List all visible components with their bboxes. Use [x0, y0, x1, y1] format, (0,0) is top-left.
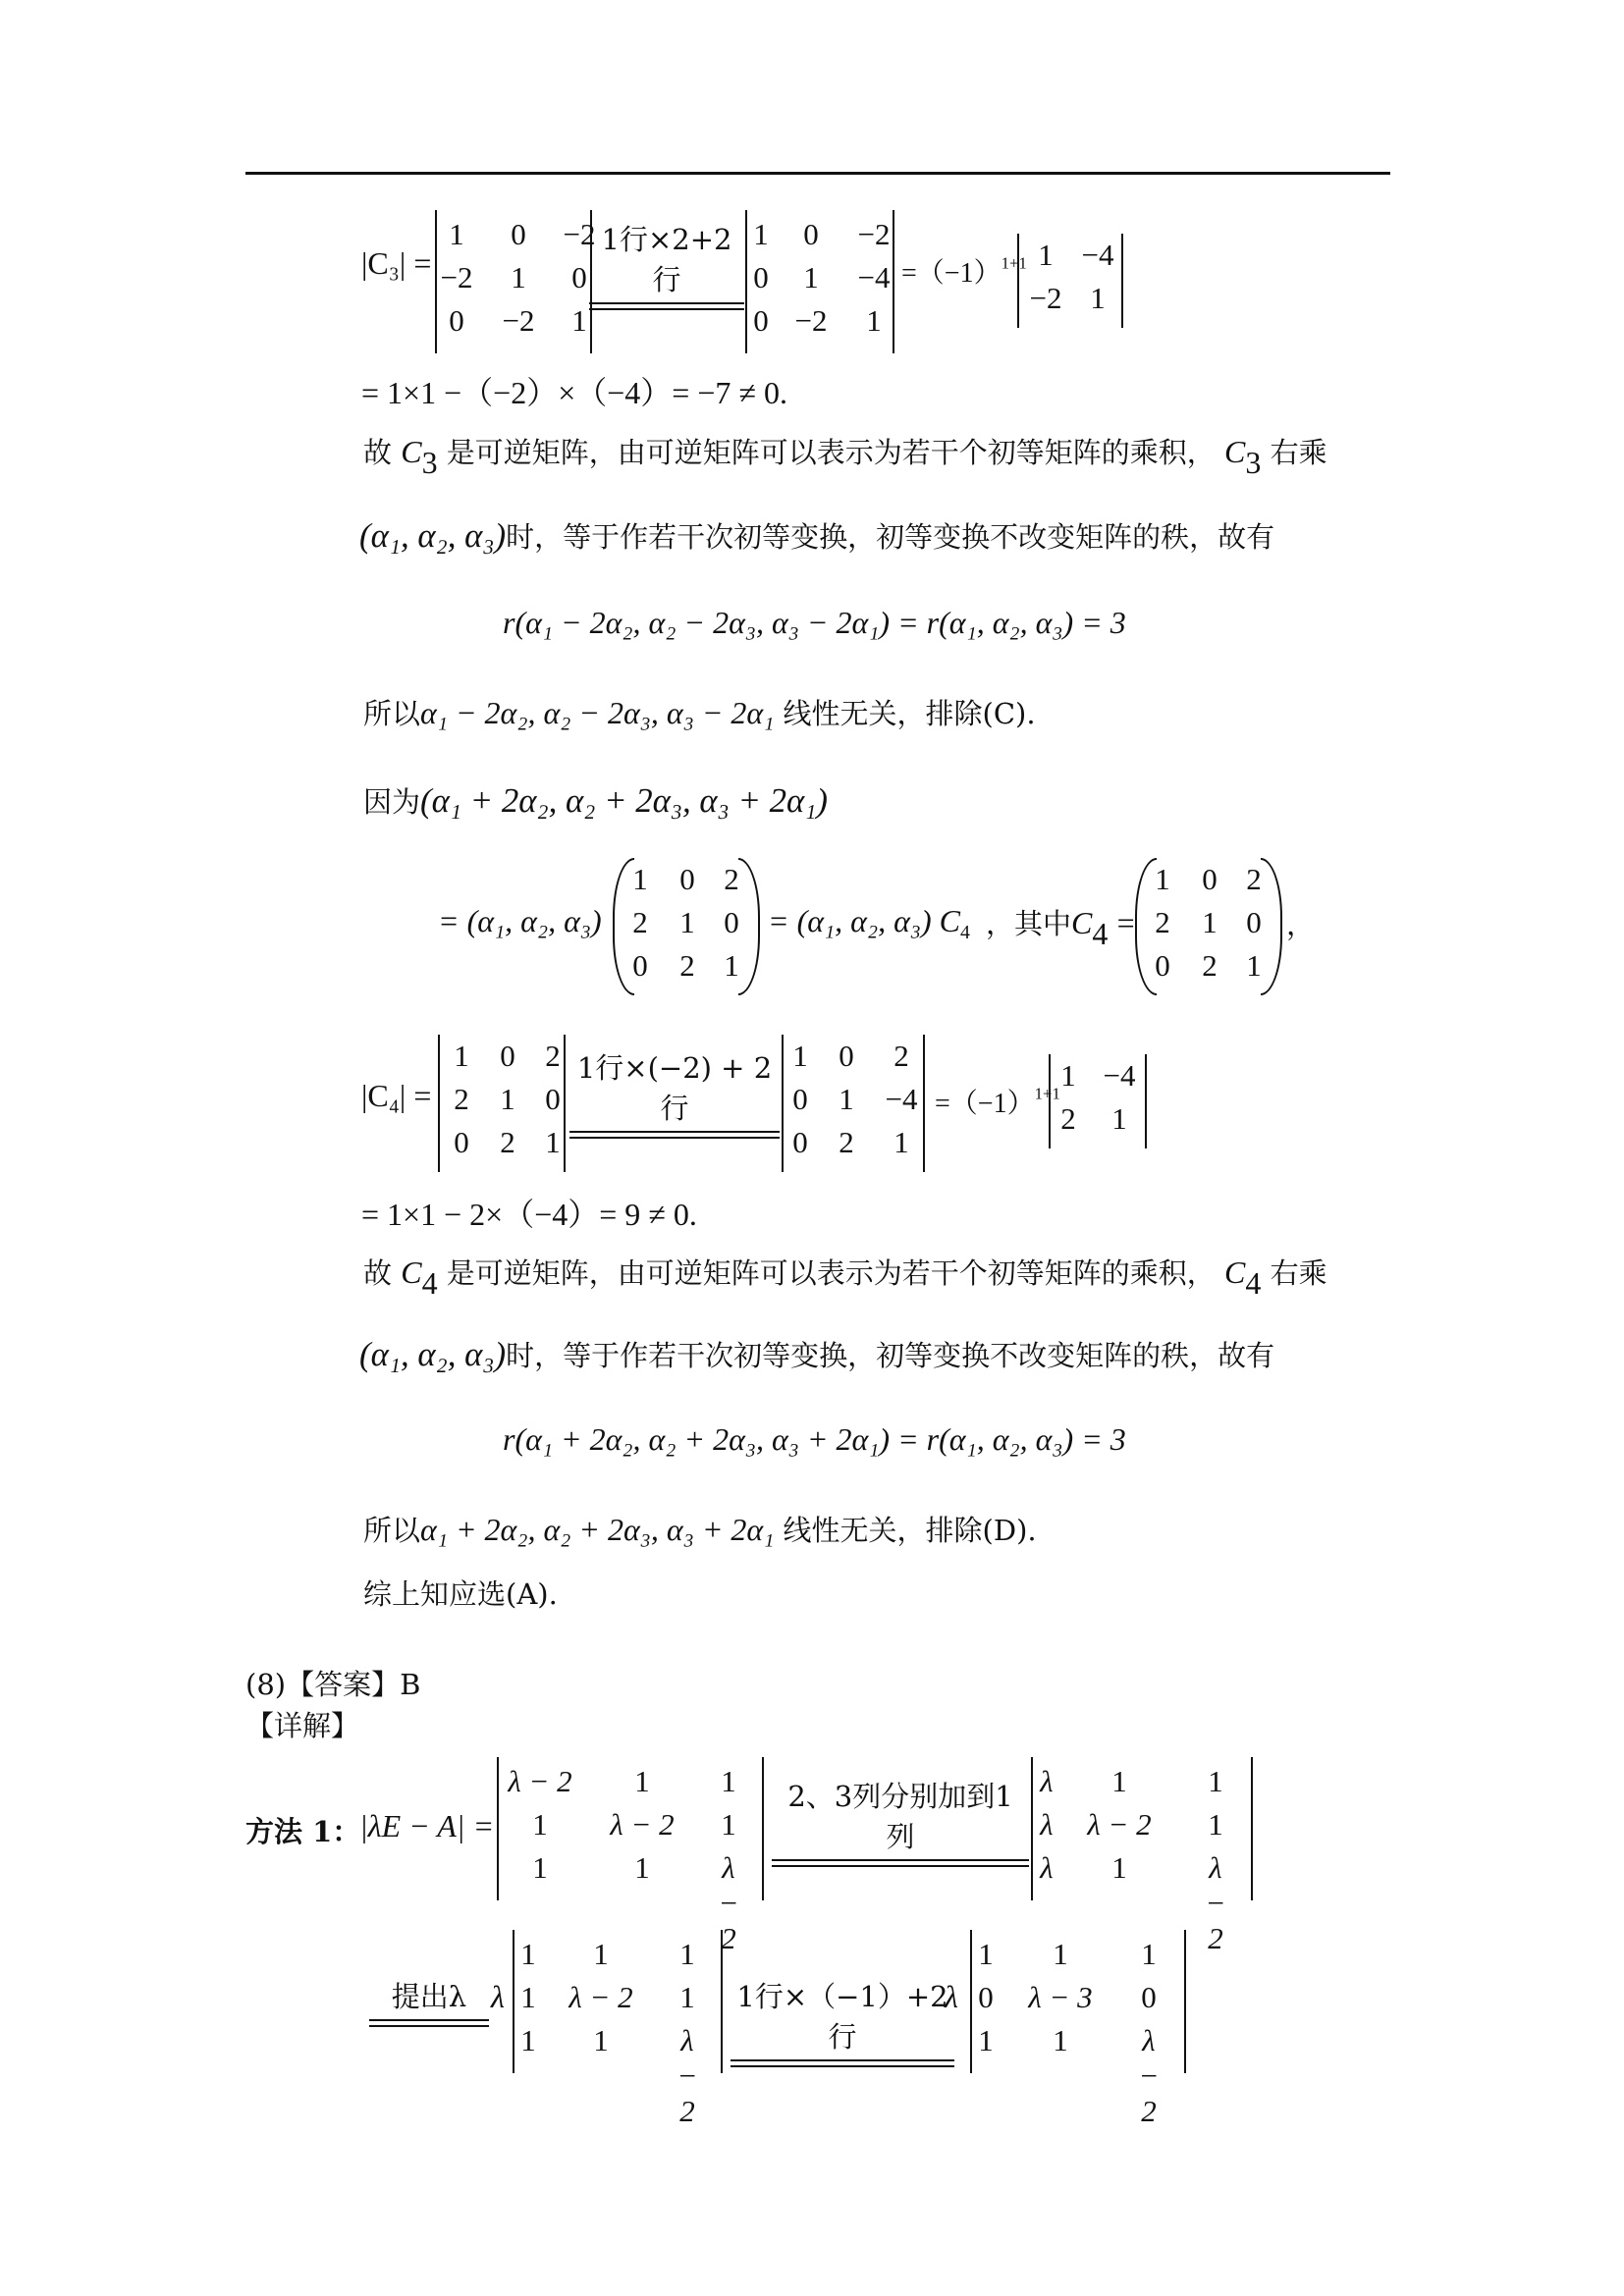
matrix-cell: λ: [1040, 1807, 1054, 1842]
c4-coefficient-matrix: [613, 858, 760, 995]
matrix-cell: 1: [593, 2023, 609, 2057]
c3-sign-factor: $=(-1)^{1+1}$: [901, 253, 1027, 289]
matrix-cell: λ − 2: [568, 1980, 633, 2014]
c4-operation-label: 1行×(−2) + 2行: [576, 1051, 773, 1125]
right-bar: [721, 1930, 723, 2073]
left-paren: [613, 858, 634, 995]
q8-lambda-factor-2: λ: [945, 1979, 958, 2014]
matrix-cell: λ − 3: [1028, 1980, 1093, 2014]
c4-because-line: 因为(α₁ + 2α₂, α₂ + 2α₃, α₃ + 2α₁): [363, 781, 828, 820]
c4-where: ，其中$C_4$ =: [986, 905, 1135, 952]
matrix-cell: 2: [1202, 948, 1218, 983]
matrix-cell: 2: [500, 1125, 515, 1159]
matrix-cell: 2: [724, 862, 739, 896]
matrix-cell: 1: [792, 1039, 808, 1073]
matrix-cell: 1: [511, 260, 526, 294]
matrix-cell: 1: [593, 1937, 609, 1971]
q8-column-operation: [772, 1775, 1029, 1867]
matrix-cell: λ − 2: [508, 1764, 572, 1798]
matrix-cell: 2: [679, 948, 695, 983]
matrix-cell: 1: [1208, 1764, 1223, 1798]
c4-matrix: [1135, 858, 1282, 995]
c4-det-matrix-1: [438, 1035, 566, 1172]
matrix-cell: 1: [679, 905, 695, 939]
matrix-cell: −2: [440, 260, 473, 294]
c4-eq-mid: = (α₁, α₂, α₃) $C_4$: [768, 903, 970, 943]
matrix-cell: 1: [1053, 1937, 1068, 1971]
matrix-cell: λ − 2: [1087, 1807, 1152, 1842]
matrix-cell: 0: [500, 1039, 515, 1073]
matrix-cell: −2: [502, 303, 535, 338]
c3-matrix-1: [435, 210, 596, 353]
matrix-cell: 2: [1155, 905, 1170, 939]
matrix-cell: 2: [632, 905, 648, 939]
matrix-cell: 1: [500, 1082, 515, 1116]
left-bar: [1031, 1757, 1033, 1900]
matrix-cell: 1: [1111, 1850, 1127, 1885]
matrix-cell: 0: [839, 1039, 854, 1073]
matrix-cell: λ − 2: [1205, 1850, 1226, 1955]
c4-conclusion: 所以α₁ + 2α₂, α₂ + 2α₃, α₃ + 2α₁ 线性无关，排除(D).: [363, 1512, 1037, 1547]
c4-row-operation: [569, 1046, 780, 1139]
matrix-cell: −2: [794, 303, 828, 338]
matrix-cell: 2: [454, 1082, 469, 1116]
matrix-cell: 1: [634, 1764, 650, 1798]
matrix-cell: 1: [1060, 1058, 1076, 1093]
matrix-cell: 1: [724, 948, 739, 983]
c4-transform-line: (α₁, α₂, α₃)时，等于作若干次初等变换，初等变换不改变矩阵的秩，故有: [359, 1335, 1275, 1373]
matrix-cell: 1: [978, 2023, 994, 2057]
left-bar: [435, 210, 437, 353]
right-bar: [1145, 1054, 1147, 1148]
c3-lhs: |C₃| =: [361, 245, 432, 281]
matrix-cell: 1: [1141, 1937, 1157, 1971]
left-bar: [438, 1035, 440, 1172]
c4-rank-equation: r(α₁ + 2α₂, α₂ + 2α₃, α₃ + 2α₁) = r(α₁, α₂, α₃) = 3: [503, 1421, 1126, 1457]
matrix-cell: 2: [545, 1039, 561, 1073]
c3-matrix-3: [1017, 234, 1123, 328]
matrix-cell: λ − 2: [1138, 2023, 1160, 2128]
matrix-cell: λ: [1040, 1764, 1054, 1798]
matrix-cell: 1: [520, 1980, 536, 2014]
matrix-cell: 0: [511, 217, 526, 251]
c3-invertible-line: 故 $C_3$ 是可逆矩阵，由可逆矩阵可以表示为若干个初等矩阵的乘积， $C_3$ 右乘: [363, 434, 1327, 481]
c3-conclusion: 所以α₁ − 2α₂, α₂ − 2α₃, α₃ − 2α₁ 线性无关，排除(C).: [363, 695, 1036, 730]
matrix-cell: −4: [857, 260, 891, 294]
matrix-cell: 1: [1111, 1764, 1127, 1798]
matrix-cell: 1: [893, 1125, 909, 1159]
q8-matrix-4: [970, 1930, 1186, 2128]
c3-rank-equation: r(α₁ − 2α₂, α₂ − 2α₃, α₃ − 2α₁) = r(α₁, α₂, α₃) = 3: [503, 605, 1126, 640]
matrix-cell: 0: [803, 217, 819, 251]
matrix-cell: 1: [454, 1039, 469, 1073]
matrix-cell: 1: [532, 1807, 548, 1842]
c4-eq-start: = (α₁, α₂, α₃): [438, 903, 602, 938]
matrix-cell: 1: [1090, 281, 1106, 315]
c4-invertible-line: 故 $C_4$ 是可逆矩阵，由可逆矩阵可以表示为若干个初等矩阵的乘积， $C_4$ 右乘: [363, 1255, 1327, 1302]
right-bar: [1121, 234, 1123, 328]
matrix-cell: 1: [978, 1937, 994, 1971]
matrix-cell: 1: [545, 1125, 561, 1159]
c3-row-operation: [589, 218, 744, 310]
matrix-cell: −4: [1103, 1058, 1136, 1093]
matrix-cell: 1: [1111, 1101, 1127, 1136]
matrix-cell: 0: [978, 1980, 994, 2014]
q8-matrix-3: [513, 1930, 723, 2128]
q8-detail-heading: 【详解】: [245, 1709, 360, 1742]
matrix-cell: 0: [753, 260, 769, 294]
q8-lhs: |λE − A| =: [359, 1808, 495, 1843]
right-bar: [923, 1035, 925, 1172]
left-bar: [513, 1930, 514, 2073]
matrix-cell: λ − 2: [677, 2023, 698, 2128]
matrix-cell: 1: [721, 1764, 736, 1798]
matrix-cell: 0: [632, 948, 648, 983]
right-paren: [738, 858, 760, 995]
matrix-cell: 1: [1246, 948, 1262, 983]
matrix-cell: 1: [866, 303, 882, 338]
right-bar: [1184, 1930, 1186, 2073]
matrix-cell: 0: [792, 1082, 808, 1116]
matrix-cell: 0: [724, 905, 739, 939]
matrix-cell: 2: [1246, 862, 1262, 896]
matrix-cell: 0: [679, 862, 695, 896]
c3-operation-label: 1行×2+2行: [601, 223, 732, 296]
matrix-cell: 0: [1141, 1980, 1157, 2014]
c3-result: = 1×1 −（−2）×（−4）= −7 ≠ 0.: [361, 375, 787, 410]
left-bar: [1017, 234, 1019, 328]
matrix-cell: 1: [1038, 238, 1054, 272]
matrix-cell: 1: [634, 1850, 650, 1885]
matrix-cell: 1: [803, 260, 819, 294]
matrix-cell: 1: [632, 862, 648, 896]
matrix-cell: 2: [839, 1125, 854, 1159]
left-bar: [497, 1757, 499, 1900]
matrix-cell: 1: [449, 217, 464, 251]
matrix-cell: 0: [1202, 862, 1218, 896]
c3-matrix-2: [745, 210, 894, 353]
matrix-cell: 1: [1202, 905, 1218, 939]
left-bar: [745, 210, 747, 353]
matrix-cell: 2: [1060, 1101, 1076, 1136]
matrix-cell: λ: [1040, 1850, 1054, 1885]
matrix-cell: λ − 2: [718, 1850, 739, 1955]
matrix-cell: 0: [454, 1125, 469, 1159]
c4-comma: ，: [1286, 908, 1316, 941]
q8-method-label: 方法 1：: [245, 1815, 361, 1848]
right-bar: [564, 1035, 566, 1172]
q8-operation-2-label: 提出λ: [391, 1980, 467, 2013]
q8-matrix-1: [497, 1757, 764, 1955]
matrix-cell: 1: [1053, 2023, 1068, 2057]
matrix-cell: 1: [520, 2023, 536, 2057]
matrix-cell: 0: [571, 260, 587, 294]
q8-operation-1-label: 2、3列分别加到1列: [787, 1780, 1013, 1853]
header-rule: [245, 172, 1390, 175]
matrix-cell: 0: [449, 303, 464, 338]
matrix-cell: −4: [1081, 238, 1114, 272]
q8-matrix-2: [1031, 1757, 1253, 1955]
left-bar: [782, 1035, 784, 1172]
matrix-cell: 0: [1246, 905, 1262, 939]
left-bar: [970, 1930, 972, 2073]
matrix-cell: 1: [839, 1082, 854, 1116]
q8-factor-operation: [369, 1975, 489, 2027]
matrix-cell: 0: [1155, 948, 1170, 983]
c4-sign-factor: $=(-1)^{1+1}$: [935, 1084, 1060, 1119]
matrix-cell: 0: [792, 1125, 808, 1159]
matrix-cell: −2: [857, 217, 891, 251]
matrix-cell: 1: [721, 1807, 736, 1842]
c4-result: = 1×1 − 2×（−4）= 9 ≠ 0.: [361, 1197, 697, 1232]
matrix-cell: −2: [563, 217, 596, 251]
matrix-cell: 1: [1155, 862, 1170, 896]
c3-transform-line: (α₁, α₂, α₃)时，等于作若干次初等变换，初等变换不改变矩阵的秩，故有: [359, 516, 1275, 555]
c4-det-matrix-3: [1049, 1054, 1147, 1148]
right-bar: [762, 1757, 764, 1900]
right-bar: [893, 210, 894, 353]
matrix-cell: 1: [753, 217, 769, 251]
left-bar: [1049, 1054, 1051, 1148]
right-bar: [1251, 1757, 1253, 1900]
q8-row-operation: [731, 1975, 954, 2067]
matrix-cell: 1: [532, 1850, 548, 1885]
matrix-cell: 2: [893, 1039, 909, 1073]
c4-lhs: |C₄| =: [361, 1078, 432, 1113]
matrix-cell: 1: [679, 1937, 695, 1971]
c4-det-matrix-2: [782, 1035, 925, 1172]
q8-answer: (8)【答案】B: [245, 1668, 421, 1701]
left-paren: [1135, 858, 1157, 995]
matrix-cell: 0: [753, 303, 769, 338]
summary-line: 综上知应选(A).: [363, 1577, 558, 1611]
matrix-cell: λ − 2: [610, 1807, 675, 1842]
matrix-cell: 1: [679, 1980, 695, 2014]
q8-operation-3-label: 1行×（−1）+2行: [736, 1980, 948, 2054]
matrix-cell: 1: [571, 303, 587, 338]
q8-lambda-factor: λ: [491, 1979, 505, 2014]
matrix-cell: 1: [1208, 1807, 1223, 1842]
matrix-cell: 0: [545, 1082, 561, 1116]
matrix-cell: −4: [885, 1082, 918, 1116]
right-paren: [1261, 858, 1282, 995]
matrix-cell: −2: [1029, 281, 1062, 315]
matrix-cell: 1: [520, 1937, 536, 1971]
